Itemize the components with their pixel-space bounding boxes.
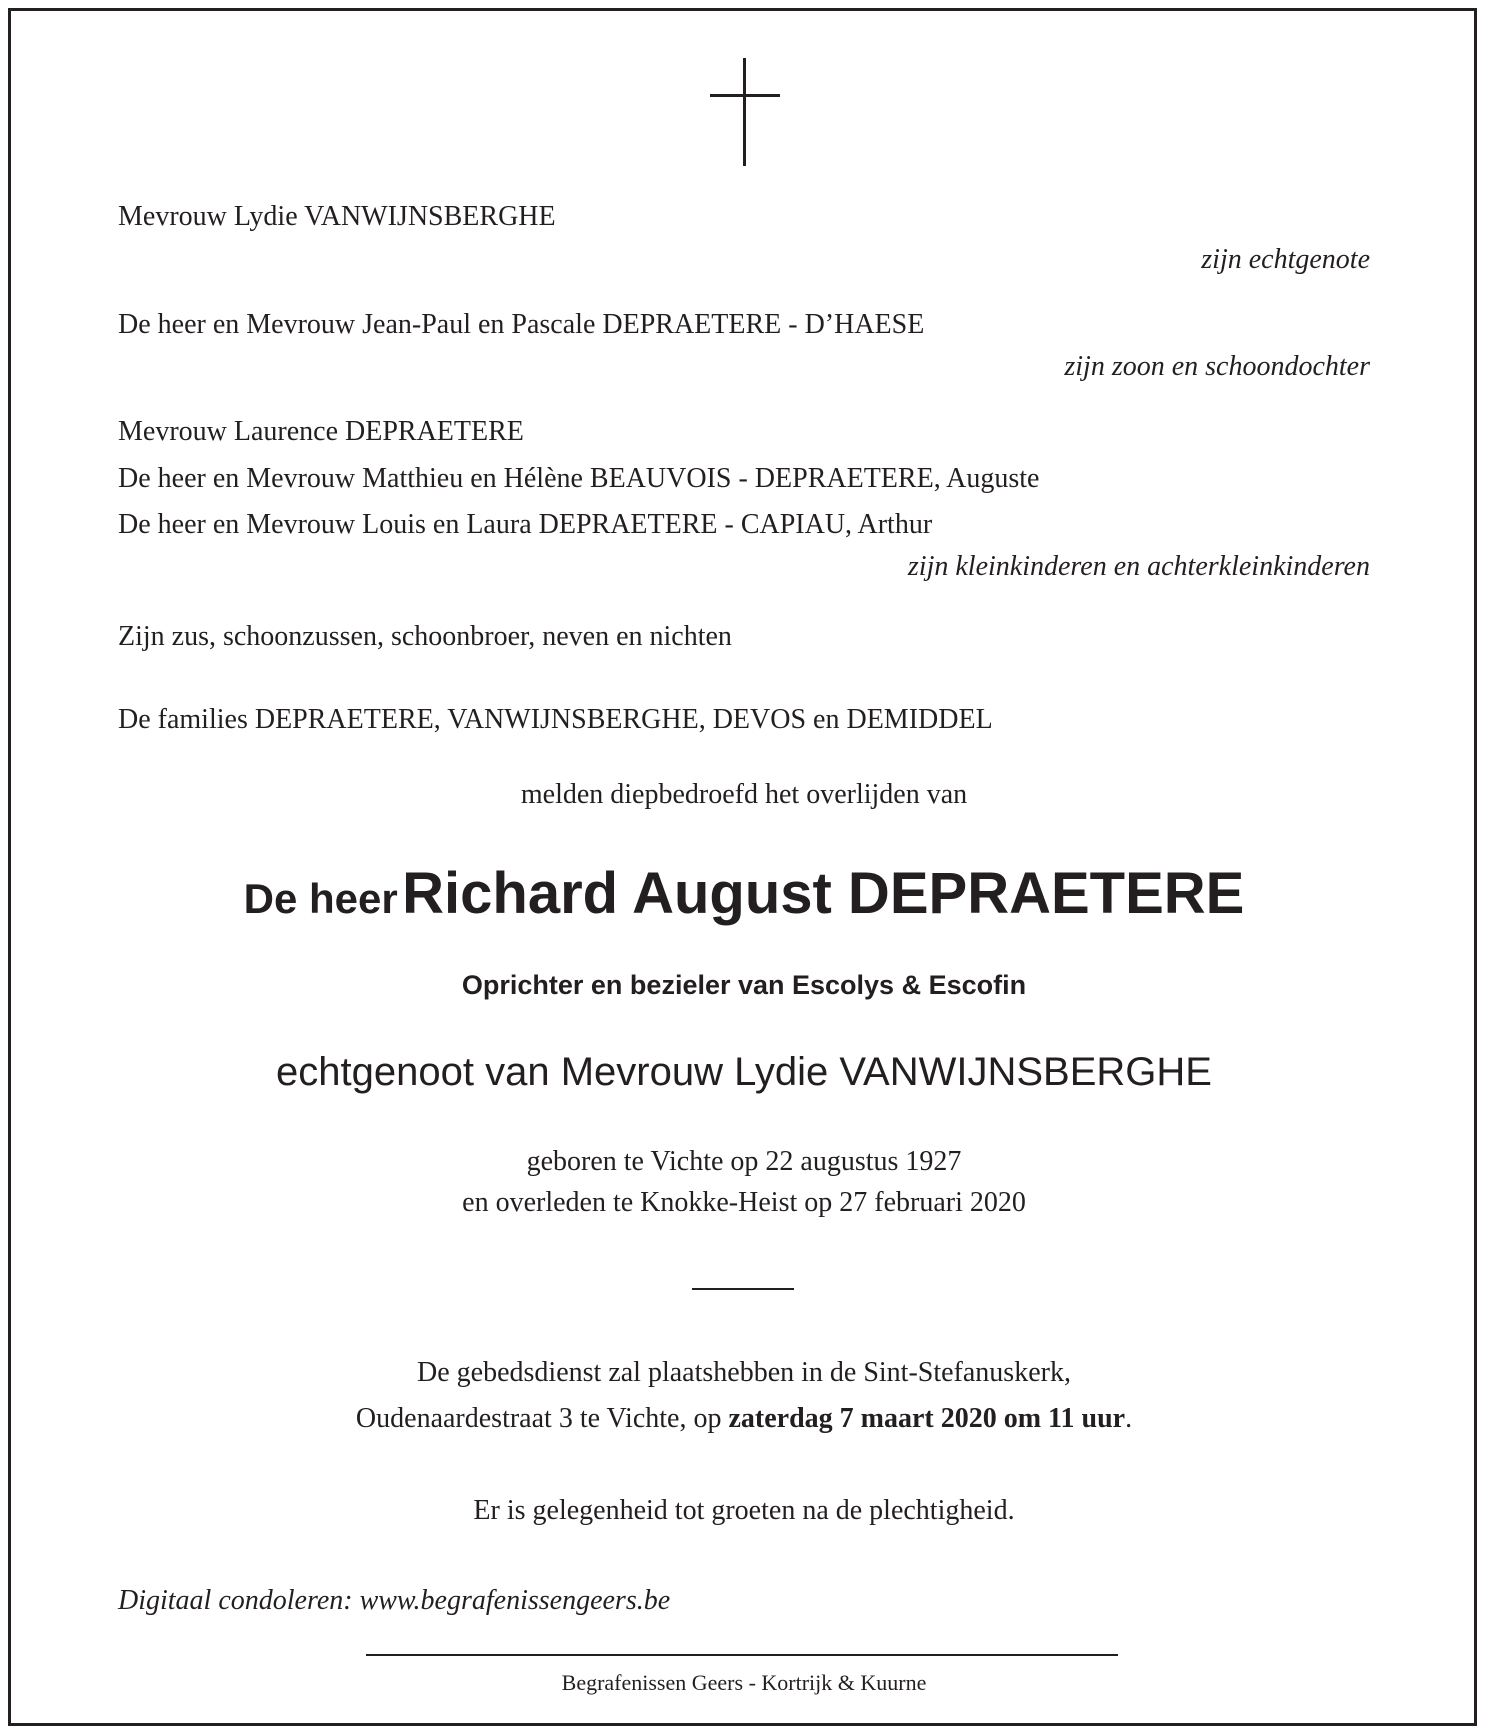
deceased-spouse: echtgenoot van Mevrouw Lydie VANWIJNSBERGHE xyxy=(276,1050,1212,1094)
birth-line: geboren te Vichte op 22 augustus 1927 xyxy=(526,1146,962,1177)
family-role-3: zijn kleinkinderen en achterkleinkinderen xyxy=(907,551,1370,582)
service-address: Oudenaardestraat 3 te Vichte, op xyxy=(355,1403,722,1434)
family-role-2: zijn zoon en schoondochter xyxy=(1064,351,1370,382)
announcement: melden diepbedroefd het overlijden van xyxy=(520,779,968,810)
family-line-1: Mevrouw Lydie VANWIJNSBERGHE xyxy=(118,201,556,232)
family-line-6: Zijn zus, schoonzussen, schoonbroer, neven en nichten xyxy=(118,621,732,652)
family-role-1: zijn echtgenote xyxy=(1201,244,1370,275)
deceased-name: Richard August DEPRAETERE xyxy=(402,861,1245,926)
family-line-2: De heer en Mevrouw Jean-Paul en Pascale DEPRAETERE - D’HAESE xyxy=(118,309,925,340)
greeting-line: Er is gelegenheid tot groeten na de plechtigheid. xyxy=(473,1495,1015,1526)
service-period: . xyxy=(1125,1403,1133,1434)
footer-rule xyxy=(366,1654,1118,1656)
family-line-3: Mevrouw Laurence DEPRAETERE xyxy=(118,416,524,447)
service-line-1: De gebedsdienst zal plaatshebben in de Sint-Stefanuskerk, xyxy=(417,1357,1071,1388)
service-line-2 xyxy=(0,1402,1488,1436)
deceased-heading xyxy=(0,858,1488,945)
family-line-4: De heer en Mevrouw Matthieu en Hélène BEAUVOIS - DEPRAETERE, Auguste xyxy=(118,463,1040,494)
separator-dash xyxy=(692,1288,794,1290)
deceased-title: De heer xyxy=(243,875,398,922)
deceased-subtitle: Oprichter en bezieler van Escolys & Escofin xyxy=(461,970,1027,1000)
death-line: en overleden te Knokke-Heist op 27 februari 2020 xyxy=(462,1187,1026,1218)
service-datetime: zaterdag 7 maart 2020 om 11 uur xyxy=(728,1403,1126,1434)
family-line-7: De families DEPRAETERE, VANWIJNSBERGHE, DEVOS en DEMIDDEL xyxy=(118,704,993,735)
footer-text: Begrafenissen Geers - Kortrijk & Kuurne xyxy=(561,1670,927,1695)
condolence-link[interactable]: Digitaal condoleren: www.begrafenissengeers.be xyxy=(118,1585,671,1616)
family-line-5: De heer en Mevrouw Louis en Laura DEPRAETERE - CAPIAU, Arthur xyxy=(118,509,933,540)
